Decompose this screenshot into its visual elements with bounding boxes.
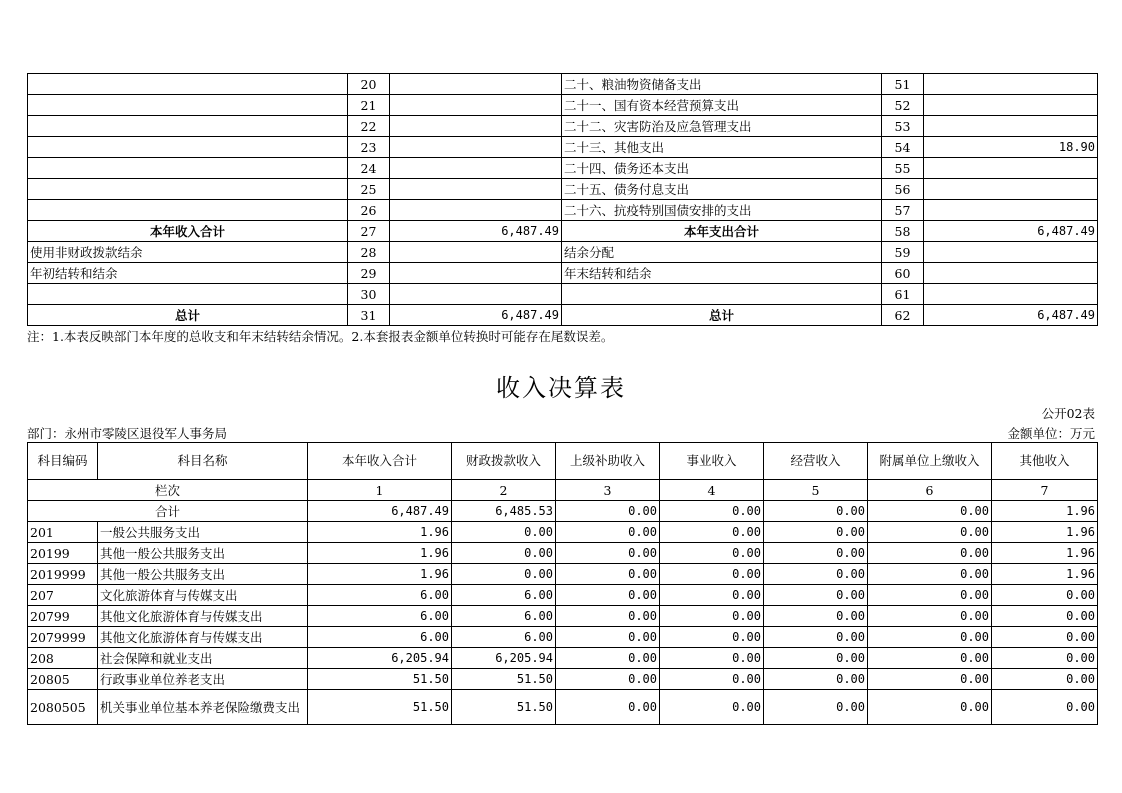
summary-right-amount xyxy=(924,179,1098,200)
summary-left-label: 年初结转和结余 xyxy=(28,263,348,284)
table-row xyxy=(28,627,1098,648)
summary-left-amount xyxy=(390,263,562,284)
amount-cell: 0.00 xyxy=(868,627,992,648)
summary-left-label xyxy=(28,179,348,200)
amount-cell: 0.00 xyxy=(868,585,992,606)
summary-table xyxy=(27,73,1098,326)
summary-right-no: 61 xyxy=(882,284,924,305)
subject-name: 其他文化旅游体育与传媒支出 xyxy=(98,627,308,648)
summary-note: 注：1.本表反映部门本年度的总收支和年末结转结余情况。2.本套报表金额单位转换时可能存在尾数误差。 xyxy=(27,329,614,344)
amount-cell: 6,205.94 xyxy=(308,648,452,669)
amount-cell: 6.00 xyxy=(452,585,556,606)
subject-name: 行政事业单位养老支出 xyxy=(98,669,308,690)
amount-cell: 0.00 xyxy=(556,669,660,690)
summary-left-amount: 6,487.49 xyxy=(390,221,562,242)
summary-left-no: 26 xyxy=(348,200,390,221)
summary-left-amount xyxy=(390,242,562,263)
column-number: 5 xyxy=(764,480,868,501)
summary-left-no: 28 xyxy=(348,242,390,263)
table-row xyxy=(28,606,1098,627)
amount-cell: 0.00 xyxy=(992,606,1098,627)
subject-code: 2080505 xyxy=(28,690,98,725)
table-row xyxy=(28,522,1098,543)
summary-row xyxy=(28,95,1098,116)
column-number: 4 xyxy=(660,480,764,501)
summary-right-label: 二十一、国有资本经营预算支出 xyxy=(562,95,882,116)
summary-left-no: 27 xyxy=(348,221,390,242)
subject-name: 其他一般公共服务支出 xyxy=(98,564,308,585)
subject-name: 社会保障和就业支出 xyxy=(98,648,308,669)
summary-left-label xyxy=(28,137,348,158)
summary-left-no: 22 xyxy=(348,116,390,137)
summary-left-amount xyxy=(390,116,562,137)
table-row xyxy=(28,669,1098,690)
summary-right-label: 二十四、债务还本支出 xyxy=(562,158,882,179)
summary-right-amount xyxy=(924,74,1098,95)
summary-right-amount xyxy=(924,263,1098,284)
summary-left-label: 总计 xyxy=(28,305,348,326)
subject-code: 20199 xyxy=(28,543,98,564)
summary-right-amount xyxy=(924,200,1098,221)
amount-cell: 51.50 xyxy=(452,669,556,690)
amount-unit-label: 金额单位：万元 xyxy=(1007,426,1095,441)
summary-right-no: 58 xyxy=(882,221,924,242)
income-table-body xyxy=(28,522,1098,725)
summary-row xyxy=(28,137,1098,158)
header-cell: 科目编码 xyxy=(28,443,98,480)
table-row xyxy=(28,585,1098,606)
amount-cell: 1.96 xyxy=(308,543,452,564)
amount-cell: 0.00 xyxy=(868,543,992,564)
amount-cell: 0.00 xyxy=(452,564,556,585)
summary-left-label xyxy=(28,284,348,305)
amount-cell: 0.00 xyxy=(556,627,660,648)
subject-name: 文化旅游体育与传媒支出 xyxy=(98,585,308,606)
subject-name: 其他一般公共服务支出 xyxy=(98,543,308,564)
amount-cell: 0.00 xyxy=(764,606,868,627)
summary-left-no: 29 xyxy=(348,263,390,284)
summary-left-amount: 6,487.49 xyxy=(390,305,562,326)
subject-name: 其他文化旅游体育与传媒支出 xyxy=(98,606,308,627)
amount-cell: 6,205.94 xyxy=(452,648,556,669)
summary-right-no: 51 xyxy=(882,74,924,95)
amount-cell: 6.00 xyxy=(308,585,452,606)
amount-cell: 0.00 xyxy=(992,627,1098,648)
total-value: 1.96 xyxy=(992,501,1098,522)
summary-right-label: 总计 xyxy=(562,305,882,326)
summary-row xyxy=(28,221,1098,242)
column-number-row xyxy=(28,480,1098,501)
amount-cell: 0.00 xyxy=(660,627,764,648)
amount-cell: 0.00 xyxy=(868,522,992,543)
amount-cell: 0.00 xyxy=(992,585,1098,606)
amount-cell: 0.00 xyxy=(764,522,868,543)
amount-cell: 0.00 xyxy=(452,522,556,543)
summary-left-label xyxy=(28,116,348,137)
amount-cell: 1.96 xyxy=(992,543,1098,564)
summary-right-no: 56 xyxy=(882,179,924,200)
summary-right-label: 本年支出合计 xyxy=(562,221,882,242)
amount-cell: 0.00 xyxy=(764,543,868,564)
total-value: 0.00 xyxy=(556,501,660,522)
amount-cell: 0.00 xyxy=(764,669,868,690)
summary-right-no: 52 xyxy=(882,95,924,116)
amount-cell: 51.50 xyxy=(308,669,452,690)
summary-right-no: 53 xyxy=(882,116,924,137)
amount-cell: 0.00 xyxy=(556,564,660,585)
summary-left-label xyxy=(28,158,348,179)
amount-cell: 6.00 xyxy=(452,627,556,648)
summary-right-no: 62 xyxy=(882,305,924,326)
header-cell: 本年收入合计 xyxy=(308,443,452,480)
amount-cell: 1.96 xyxy=(992,522,1098,543)
summary-left-amount xyxy=(390,95,562,116)
income-header-row xyxy=(28,443,1098,480)
summary-table-body xyxy=(28,74,1098,326)
summary-row xyxy=(28,284,1098,305)
summary-right-amount: 18.90 xyxy=(924,137,1098,158)
amount-cell: 1.96 xyxy=(308,564,452,585)
summary-right-no: 60 xyxy=(882,263,924,284)
summary-row xyxy=(28,263,1098,284)
table-row xyxy=(28,648,1098,669)
amount-cell: 0.00 xyxy=(868,690,992,725)
header-cell: 其他收入 xyxy=(992,443,1098,480)
amount-cell: 6.00 xyxy=(452,606,556,627)
subject-code: 2019999 xyxy=(28,564,98,585)
summary-left-amount xyxy=(390,200,562,221)
amount-cell: 0.00 xyxy=(764,690,868,725)
amount-cell: 0.00 xyxy=(556,585,660,606)
summary-right-label: 二十、粮油物资储备支出 xyxy=(562,74,882,95)
summary-right-no: 54 xyxy=(882,137,924,158)
summary-right-amount: 6,487.49 xyxy=(924,305,1098,326)
summary-right-no: 59 xyxy=(882,242,924,263)
summary-left-amount xyxy=(390,158,562,179)
summary-left-amount xyxy=(390,284,562,305)
summary-right-label: 结余分配 xyxy=(562,242,882,263)
amount-cell: 51.50 xyxy=(452,690,556,725)
amount-cell: 0.00 xyxy=(992,669,1098,690)
summary-right-label: 二十二、灾害防治及应急管理支出 xyxy=(562,116,882,137)
summary-left-no: 24 xyxy=(348,158,390,179)
amount-cell: 0.00 xyxy=(660,606,764,627)
total-value: 6,485.53 xyxy=(452,501,556,522)
subject-code: 208 xyxy=(28,648,98,669)
amount-cell: 0.00 xyxy=(992,690,1098,725)
summary-right-label: 年末结转和结余 xyxy=(562,263,882,284)
amount-cell: 51.50 xyxy=(308,690,452,725)
total-value: 6,487.49 xyxy=(308,501,452,522)
summary-row xyxy=(28,242,1098,263)
total-value: 0.00 xyxy=(868,501,992,522)
header-cell: 上级补助收入 xyxy=(556,443,660,480)
summary-left-label: 本年收入合计 xyxy=(28,221,348,242)
summary-left-no: 30 xyxy=(348,284,390,305)
table-row xyxy=(28,543,1098,564)
summary-right-amount xyxy=(924,284,1098,305)
table-row xyxy=(28,564,1098,585)
summary-right-amount xyxy=(924,242,1098,263)
amount-cell: 0.00 xyxy=(868,669,992,690)
total-value: 0.00 xyxy=(764,501,868,522)
total-value: 0.00 xyxy=(660,501,764,522)
amount-cell: 6.00 xyxy=(308,606,452,627)
summary-row xyxy=(28,179,1098,200)
summary-left-no: 21 xyxy=(348,95,390,116)
summary-row xyxy=(28,200,1098,221)
column-number: 1 xyxy=(308,480,452,501)
summary-row xyxy=(28,116,1098,137)
amount-cell: 0.00 xyxy=(660,648,764,669)
summary-right-amount xyxy=(924,95,1098,116)
subject-name: 机关事业单位基本养老保险缴费支出 xyxy=(98,690,308,725)
subject-code: 207 xyxy=(28,585,98,606)
header-cell: 科目名称 xyxy=(98,443,308,480)
amount-cell: 0.00 xyxy=(660,669,764,690)
subject-name: 一般公共服务支出 xyxy=(98,522,308,543)
summary-left-label xyxy=(28,95,348,116)
column-number: 6 xyxy=(868,480,992,501)
summary-left-no: 25 xyxy=(348,179,390,200)
subject-code: 20805 xyxy=(28,669,98,690)
table-number: 公开02表 xyxy=(1041,406,1095,421)
summary-left-label xyxy=(28,200,348,221)
amount-cell: 0.00 xyxy=(660,522,764,543)
summary-left-label: 使用非财政拨款结余 xyxy=(28,242,348,263)
amount-cell: 0.00 xyxy=(556,522,660,543)
subject-code: 20799 xyxy=(28,606,98,627)
amount-cell: 1.96 xyxy=(308,522,452,543)
amount-cell: 1.96 xyxy=(992,564,1098,585)
income-table xyxy=(27,442,1098,725)
amount-cell: 0.00 xyxy=(868,648,992,669)
total-row xyxy=(28,501,1098,522)
summary-right-label: 二十六、抗疫特别国债安排的支出 xyxy=(562,200,882,221)
summary-right-label: 二十三、其他支出 xyxy=(562,137,882,158)
total-label: 合计 xyxy=(28,501,308,522)
amount-cell: 0.00 xyxy=(992,648,1098,669)
summary-right-label xyxy=(562,284,882,305)
amount-cell: 0.00 xyxy=(764,648,868,669)
header-cell: 附属单位上缴收入 xyxy=(868,443,992,480)
amount-cell: 0.00 xyxy=(764,627,868,648)
summary-right-no: 57 xyxy=(882,200,924,221)
header-cell: 事业收入 xyxy=(660,443,764,480)
amount-cell: 0.00 xyxy=(868,606,992,627)
table-row xyxy=(28,690,1098,725)
column-number-label: 栏次 xyxy=(28,480,308,501)
summary-right-label: 二十五、债务付息支出 xyxy=(562,179,882,200)
column-number: 7 xyxy=(992,480,1098,501)
department-label: 部门：永州市零陵区退役军人事务局 xyxy=(27,426,228,441)
subject-code: 201 xyxy=(28,522,98,543)
amount-cell: 0.00 xyxy=(556,648,660,669)
summary-row xyxy=(28,74,1098,95)
subject-code: 2079999 xyxy=(28,627,98,648)
summary-row xyxy=(28,158,1098,179)
amount-cell: 0.00 xyxy=(868,564,992,585)
page-title: 收入决算表 xyxy=(496,374,626,402)
amount-cell: 0.00 xyxy=(660,564,764,585)
summary-left-no: 31 xyxy=(348,305,390,326)
summary-right-amount: 6,487.49 xyxy=(924,221,1098,242)
header-cell: 经营收入 xyxy=(764,443,868,480)
amount-cell: 0.00 xyxy=(764,564,868,585)
summary-left-no: 23 xyxy=(348,137,390,158)
summary-left-amount xyxy=(390,74,562,95)
amount-cell: 0.00 xyxy=(660,543,764,564)
amount-cell: 0.00 xyxy=(556,606,660,627)
column-number: 3 xyxy=(556,480,660,501)
summary-left-amount xyxy=(390,137,562,158)
amount-cell: 0.00 xyxy=(660,585,764,606)
amount-cell: 0.00 xyxy=(452,543,556,564)
amount-cell: 0.00 xyxy=(660,690,764,725)
amount-cell: 6.00 xyxy=(308,627,452,648)
amount-cell: 0.00 xyxy=(556,543,660,564)
header-cell: 财政拨款收入 xyxy=(452,443,556,480)
summary-left-no: 20 xyxy=(348,74,390,95)
column-number: 2 xyxy=(452,480,556,501)
summary-left-amount xyxy=(390,179,562,200)
amount-cell: 0.00 xyxy=(556,690,660,725)
summary-right-amount xyxy=(924,116,1098,137)
summary-row xyxy=(28,305,1098,326)
summary-right-no: 55 xyxy=(882,158,924,179)
amount-cell: 0.00 xyxy=(764,585,868,606)
summary-left-label xyxy=(28,74,348,95)
summary-right-amount xyxy=(924,158,1098,179)
